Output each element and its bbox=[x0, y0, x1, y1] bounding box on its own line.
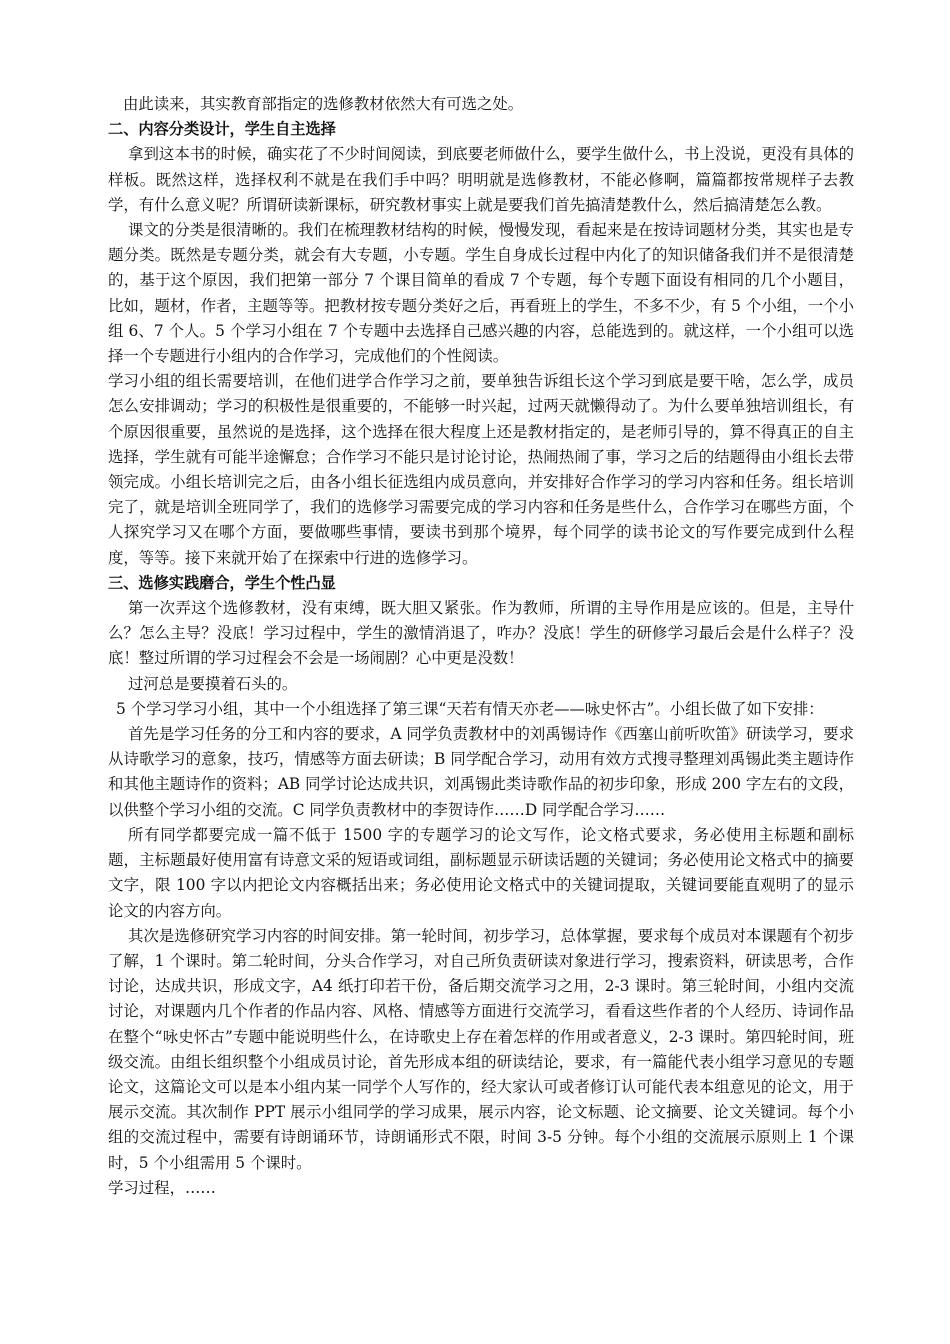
paragraph: 第一次弄这个选修教材，没有束缚，既大胆又紧张。作为教师，所谓的主导作用是应该的。但是，主导什么？怎么主导？没底！学习过程中，学生的激情消退了，咋办？没底！学生的研修学习最后会是什么样子？没底！整过所谓的学习过程会不会是一场闹剧？心中更是没数！ bbox=[108, 599, 854, 668]
paragraph: 其次是选修研究学习内容的时间安排。第一轮时间，初步学习，总体掌握，要求每个成员对本课题有个初步了解，1 个课时。第二轮时间，分头合作学习，对自己所负责研读对象进行学习，搜索资料，研读思考，合作讨论，达成共识，形成文字，A4 纸打印若干份，备后期交流学习之用，2-3 课时。第三轮时间，小组内交流讨论，对课题内几个作者的作品内容、风格、情感等方面进行交流学习，看看这些作者的个人经历、诗词作品在整个“咏史怀古”专题中能说明些什么，在诗歌史上存在着怎样的作用或者意义，2-3 课时。第四轮时间，班级交流。由组长组织整个小组成员讨论，首先形成本组的研读结论，要求，有一篇能代表小组学习意见的专题论文，这篇论文可以是本小组内某一同学个人写作的，经大家认可或者修订认可能代表本组意见的论文，用于展示交流。其次制作 PPT 展示小组同学的学习成果，展示内容，论文标题、论文摘要、论文关键词。每个小组的交流过程中，需要有诗朗诵环节，诗朗诵形式不限，时间 3-5 分钟。每个小组的交流展示原则上 1 个课时，5 个小组需用 5 个课时。 bbox=[108, 926, 854, 1172]
paragraph: 拿到这本书的时候，确实花了不少时间阅读，到底要老师做什么，要学生做什么，书上没说，更没有具体的样板。既然这样，选择权利不就是在我们手中吗？明明就是选修教材，不能必修啊，篇篇都按常规样子去教学，有什么意义呢？所谓研读新课标，研究教材事实上就是要我们首先搞清楚教什么，然后搞清楚怎么教。 bbox=[108, 145, 854, 214]
paragraph: 所有同学都要完成一篇不低于 1500 字的专题学习的论文写作，论文格式要求，务必使用主标题和副标题，主标题最好使用富有诗意文采的短语或词组，副标题显示研读话题的关键词；务必使用论文格式中的摘要文字，限 100 字以内把论文内容概括出来；务必使用论文格式中的关键词提取，关键词要能直观明了的显示论文的内容方向。 bbox=[108, 825, 854, 920]
paragraph: 学习小组的组长需要培训，在他们进学合作学习之前，要单独告诉组长这个学习到底是要干啥，怎么学，成员怎么安排调动；学习的积极性是很重要的，不能够一时兴起，过两天就懒得动了。为什么要单独培训组长，有个原因很重要，虽然说的是选择，这个选择在很大程度上还是教材指定的，是老师引导的，算不得真正的自主选择，学生就有可能半途懈怠；合作学习不能只是讨论讨论，热闹热闹了事，学习之后的结题得由小组长去带领完成。小组长培训完之后，由各小组长征选组内成员意向，并安排好合作学习的学习内容和任务。组长培训完了，就是培训全班同学了，我们的选修学习需要完成的学习内容和任务是些什么，合作学习在哪些方面，个人探究学习又在哪个方面，要做哪些事情，要读书到那个境界，每个同学的读书论文的写作要完成到什么程度，等等。接下来就开始了在探索中行进的选修学习。 bbox=[108, 372, 854, 567]
paragraph-closing: 学习过程，…… bbox=[108, 1178, 216, 1197]
paragraph: 首先是学习任务的分工和内容的要求，A 同学负责教材中的刘禹锡诗作《西塞山前听吹笛》研读学习，要求从诗歌学习的意象，技巧，情感等方面去研读；B 同学配合学习，动用有效方式搜寻整理刘禹锡此类主题诗作和其他主题诗作的资料；AB 同学讨论达成共识，刘禹锡此类诗歌作品的初步印象，形成 200 字左右的文段，以供整个学习小组的交流。C 同学负责教材中的李贺诗作……D 同学配合学习…… bbox=[108, 725, 854, 819]
section-heading-2: 二、内容分类设计，学生自主选择 bbox=[108, 120, 336, 139]
section-heading-3: 三、选修实践磨合，学生个性凸显 bbox=[108, 573, 336, 592]
paragraph: 过河总是要摸着石头的。 bbox=[128, 674, 298, 693]
paragraph-intro: 由此读来，其实教育部指定的选修教材依然大有可选之处。 bbox=[123, 95, 524, 113]
paragraph: 5 个学习学习小组，其中一个小组选择了第三课“天若有情天亦老——咏史怀古”。小组长做了如下安排： bbox=[116, 699, 824, 718]
document-body bbox=[108, 92, 854, 1201]
paragraph: 课文的分类是很清晰的。我们在梳理教材结构的时候，慢慢发现，看起来是在按诗词题材分类，其实也是专题分类。既然是专题分类，就会有大专题，小专题。学生自身成长过程中内化了的知识储备我们并不是很清楚的，基于这个原因，我们把第一部分 7 个课目简单的看成 7 个专题，每个专题下面设有相同的几个小题目，比如，题材，作者，主题等等。把教材按专题分类好之后，再看班上的学生，不多不少，有 5 个小组，一个小组 6、7 个人。5 个学习小组在 7 个专题中去选择自己感兴趣的内容，总能选到的。就这样，一个小组可以选择一个专题进行小组内的合作学习，完成他们的个性阅读。 bbox=[108, 221, 854, 366]
